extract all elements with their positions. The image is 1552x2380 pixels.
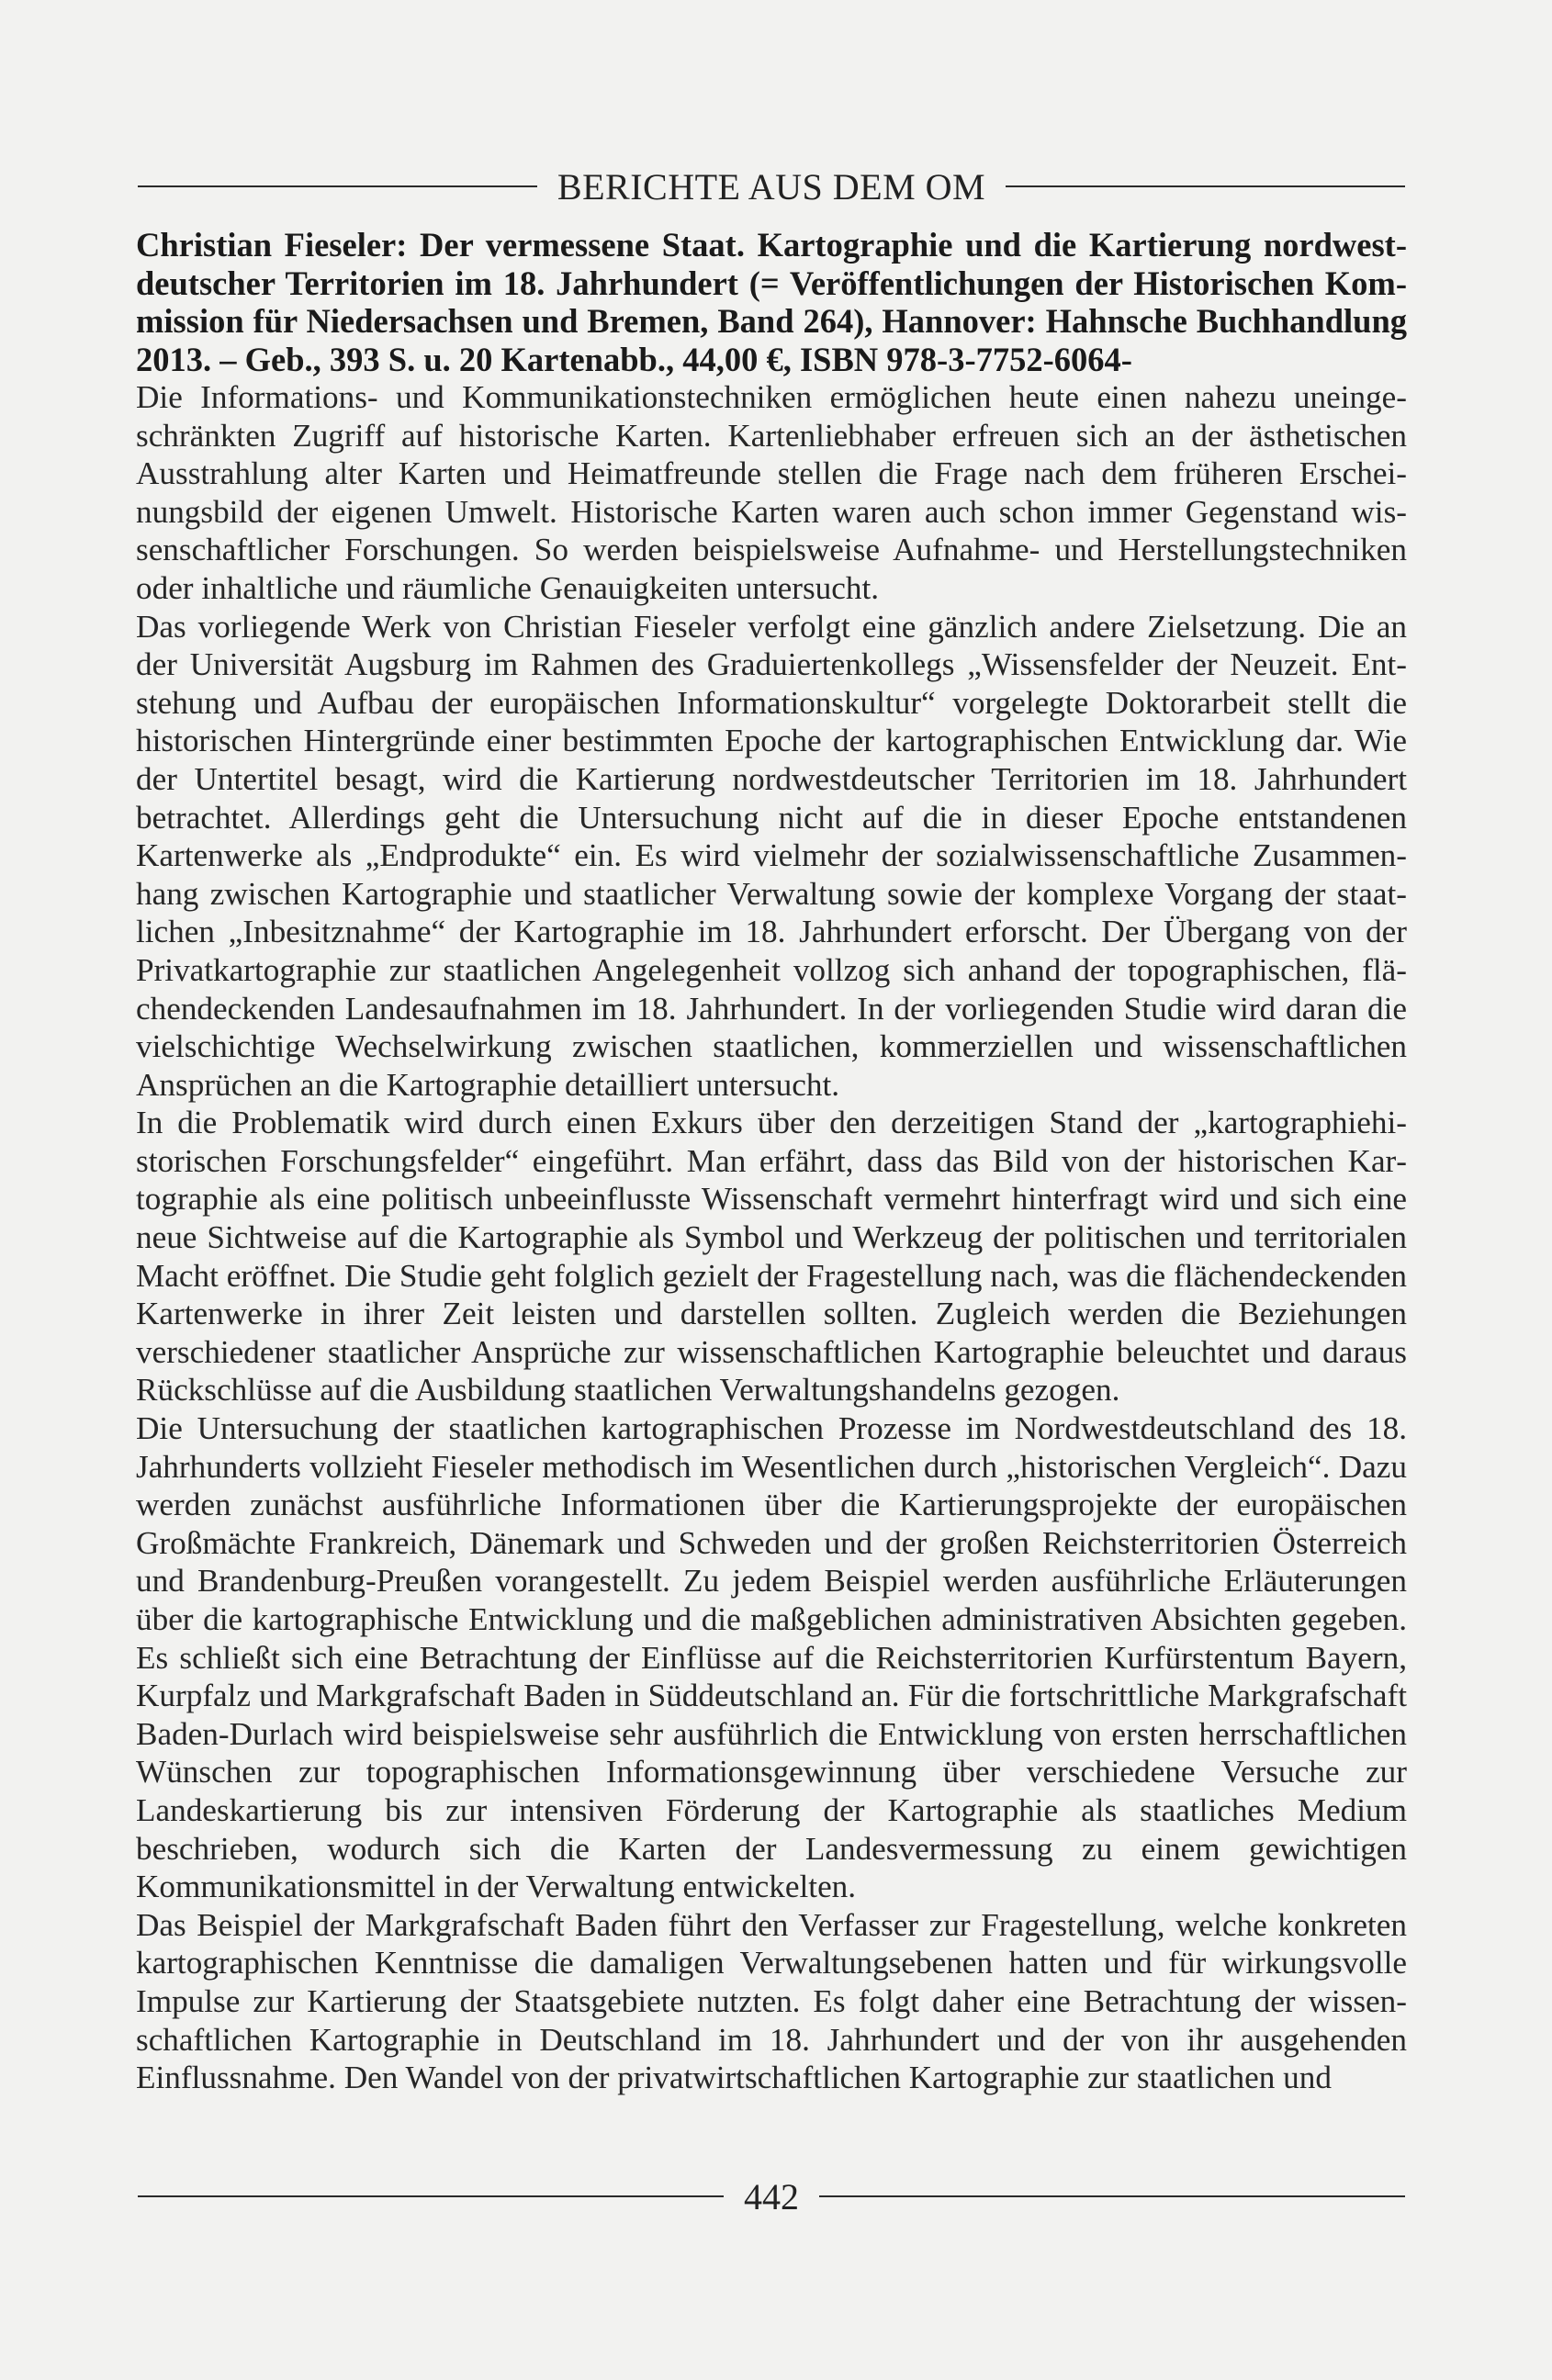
running-head-rule-left [138,185,537,187]
footer-rule-left [138,2195,724,2197]
paragraph-3: In die Problematik wird durch einen Exkurs über den derzeitigen Stand der „kartographiehistorischen Forschungsfelder“ eingeführt. Man erfährt, dass das Bild von der historischen Kartographie als eine politisch unbeeinflusste Wissenschaft vermehrt hinterfragt wird und sich eine neue Sichtweise auf die Kartographie als Symbol und Werkzeug der politischen und territorialen Macht eröffnet. Die Studie geht folglich gezielt der Fragestellung nach, was die flächendeckenden Kartenwerke in ihrer Zeit leisten und darstellen sollten. Zugleich werden die Beziehungen verschiedener staatlicher Ansprüche zur wissenschaftlichen Kartographie beleuchtet und daraus Rückschlüsse auf die Ausbildung staatlichen Verwaltungshandelns gezogen. [136,1105,1407,1409]
paragraph-5: Das Beispiel der Markgrafschaft Baden führt den Verfasser zur Fragestellung, welche konkreten kartographischen Kenntnisse die damaligen Verwaltungsebenen hatten und für wirkungsvolle Impulse zur Kartierung der Staatsgebiete nutzten. Es folgt daher eine Betrachtung der wissenschaftlichen Kartographie in Deutschland im 18. Jahrhundert und der von ihr ausgehenden Einflussnahme. Den Wandel von der privatwirtschaftlichen Kartographie zur staatlichen und [136,1906,1407,2096]
page-number: 442 [744,2175,799,2217]
running-head-rule-right [1006,185,1405,187]
bibliographic-entry: Christian Fieseler: Der vermessene Staat. Kartographie und die Kartierung nordwestdeutscher Territorien im 18. Jahrhundert (= Veröffentlichungen der Historischen Kommission für Niedersachsen und Bremen, Band 264), Hannover: Hahnsche Buchhandlung 2013. – Geb., 393 S. u. 20 Kartenabb., 44,00 €, ISBN 978-3-7752-6064- [136,226,1407,378]
paragraph-2: Das vorliegende Werk von Christian Fieseler verfolgt eine gänzlich andere Zielsetzung. Die an der Universität Augsburg im Rahmen des Graduiertenkollegs „Wissensfelder der Neuzeit. Entstehung und Aufbau der europäischen Informationskultur“ vorgelegte Doktorarbeit stellt die historischen Hintergründe einer bestimmten Epoche der kartographischen Entwicklung dar. Wie der Untertitel besagt, wird die Kartierung nordwestdeutscher Territorien im 18. Jahrhundert betrachtet. Allerdings geht die Untersuchung nicht auf die in dieser Epoche entstandenen Kartenwerke als „Endprodukte“ ein. Es wird vielmehr der sozialwissenschaftliche Zusammenhang zwischen Kartographie und staatlicher Verwaltung sowie der komplexe Vorgang der staatlichen „Inbesitznahme“ der Kartographie im 18. Jahrhundert erforscht. Der Übergang von der Privatkartographie zur staatlichen Angelegenheit vollzog sich anhand der topographischen, flächendeckenden Landesaufnahmen im 18. Jahrhundert. In der vorliegenden Studie wird daran die vielschichtige Wechselwirkung zwischen staatlichen, kommerziellen und wissenschaftlichen Ansprüchen an die Kartographie detailliert untersucht. [136,608,1407,1103]
paragraph-4: Die Untersuchung der staatlichen kartographischen Prozesse im Nordwestdeutschland des 18. Jahrhunderts vollzieht Fieseler methodisch im Wesentlichen durch „historischen Vergleich“. Dazu werden zunächst ausführliche Informationen über die Kartierungsprojekte der europäischen Großmächte Frankreich, Dänemark und Schweden und der großen Reichsterritorien Österreich und Brandenburg-Preußen vorangestellt. Zu jedem Beispiel werden ausführliche Erläuterungen über die kartographische Entwicklung und die maßgeblichen administrativen Absichten gegeben. Es schließt sich eine Betrachtung der Einflüsse auf die Reichsterritorien Kurfürstentum Bayern, Kurpfalz und Markgrafschaft Baden in Süddeutschland an. Für die fortschrittliche Markgrafschaft Baden-Durlach wird beispielsweise sehr ausführlich die Entwicklung von ersten herrschaftlichen Wünschen zur topographischen Informationsgewinnung über verschiedene Versuche zur Landeskartierung bis zur intensiven Förderung der Kartographie als staatliches Medium beschrieben, wodurch sich die Karten der Landesvermessung zu einem gewichtigen Kommunikationsmittel in der Verwaltung entwickelten. [136,1410,1407,1905]
page-footer [138,2169,1405,2224]
paragraph-1: Die Informations- und Kommunikationstechniken ermöglichen heute einen nahezu uneingeschränkten Zugriff auf historische Karten. Kartenliebhaber erfreuen sich an der ästhetischen Ausstrahlung alter Karten und Heimatfreunde stellen die Frage nach dem früheren Erscheinungsbild der eigenen Umwelt. Historische Karten waren auch schon immer Gegenstand wissenschaftlicher Forschungen. So werden beispielsweise Aufnahme- und Herstellungstechniken oder inhaltliche und räumliche Genauigkeiten untersucht. [136,379,1407,606]
review-body [136,226,1407,2145]
running-head [138,163,1405,209]
footer-rule-right [819,2195,1405,2197]
running-head-title: BERICHTE AUS DEM OM [557,165,986,208]
